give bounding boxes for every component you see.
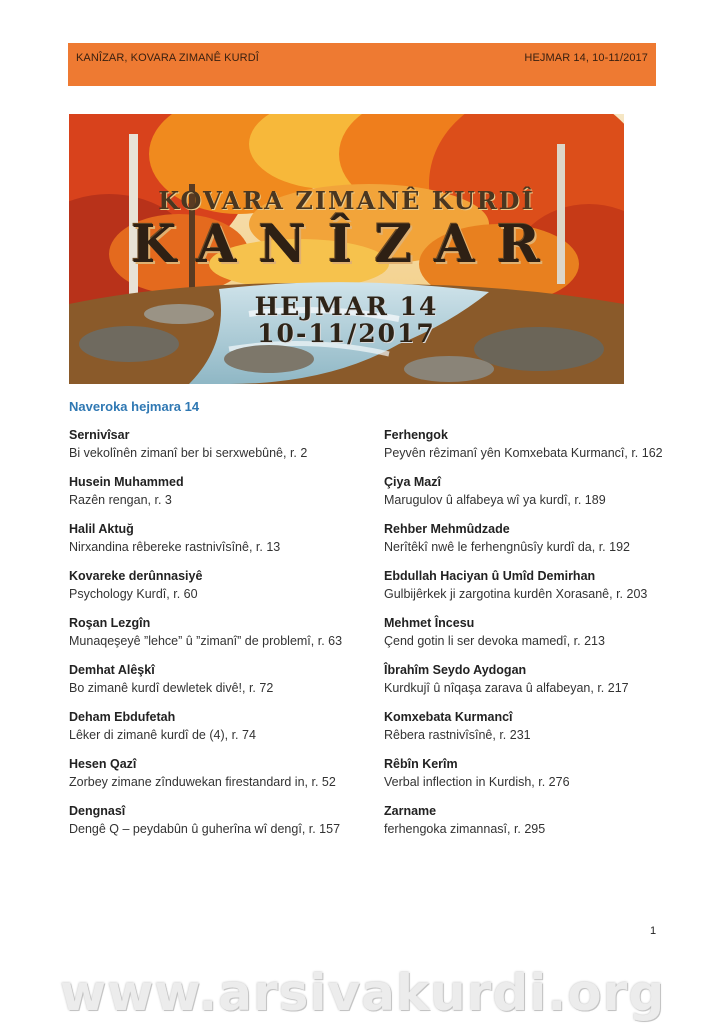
- toc-entry: [69, 661, 354, 698]
- toc-entry-author: Kovareke derûnnasiyê: [69, 569, 203, 583]
- toc-entry: [384, 473, 669, 510]
- toc-entry-title: Peyvên rêzimanî yên Komxebata Kurmancî, r. 162: [384, 446, 663, 460]
- toc-entry: [69, 614, 354, 651]
- toc-entry: [384, 661, 669, 698]
- toc-entry: [69, 708, 354, 745]
- cover-image: [69, 114, 624, 384]
- toc-entry: [69, 520, 354, 557]
- toc-entry-author: Hesen Qazî: [69, 757, 137, 771]
- toc-entry-title: Bo zimanê kurdî dewletek divê!, r. 72: [69, 681, 274, 695]
- toc-entry-title: Verbal inflection in Kurdish, r. 276: [384, 775, 570, 789]
- toc-entry-author: Ferhengok: [384, 428, 448, 442]
- toc-entry-title: Kurdkujî û nîqaşa zarava û alfabeyan, r. 217: [384, 681, 629, 695]
- toc-entry-title: Nerîtêkî nwê le ferhengnûsîy kurdî da, r. 192: [384, 540, 630, 554]
- toc-entry: [69, 755, 354, 792]
- toc-entry-author: Ebdullah Haciyan û Umîd Demirhan: [384, 569, 596, 583]
- toc-entry-author: Îbrahîm Seydo Aydogan: [384, 663, 527, 677]
- toc-entry: [69, 567, 354, 604]
- page-header: [68, 43, 656, 86]
- toc-heading: Naveroka hejmara 14: [69, 399, 200, 414]
- toc-entry-title: Bi vekolînên zimanî ber bi serxwebûnê, r. 2: [69, 446, 308, 460]
- toc-entry-title: Zorbey zimane zînduwekan firestandard in, r. 52: [69, 775, 336, 789]
- toc-entry: [69, 802, 354, 839]
- toc-entry-author: Dengnasî: [69, 804, 126, 818]
- toc-entry-title: ferhengoka zimannasî, r. 295: [384, 822, 546, 836]
- toc-right-column: [384, 426, 669, 849]
- toc-entry-author: Rêbîn Kerîm: [384, 757, 458, 771]
- toc-entry-author: Roşan Lezgîn: [69, 616, 151, 630]
- toc-entry-title: Çend gotin li ser devoka mamedî, r. 213: [384, 634, 605, 648]
- cover-issue: HEJMAR 14: [254, 292, 439, 321]
- cover-date: 10-11/2017: [257, 319, 436, 348]
- header-left-text: KANÎZAR, KOVARA ZIMANÊ KURDÎ: [76, 52, 259, 64]
- toc-entry-title: Gulbijêrkek ji zargotina kurdên Xorasanê, r. 203: [384, 587, 648, 601]
- header-right-text: HEJMAR 14, 10-11/2017: [524, 52, 648, 64]
- toc-entry-author: Çiya Mazî: [384, 475, 441, 489]
- toc-entry-author: Demhat Alêşkî: [69, 663, 155, 677]
- toc-entry-author: Zarname: [384, 804, 437, 818]
- toc-entry: [69, 473, 354, 510]
- toc-entry: [384, 755, 669, 792]
- toc-entry-author: Halil Aktuğ: [69, 522, 134, 536]
- toc-entry-title: Munaqeşeyê ”lehce” û ”zimanî” de problemî, r. 63: [69, 634, 343, 648]
- page-number: 1: [650, 925, 657, 937]
- toc-entry-title: Dengê Q – peydabûn û guherîna wî dengî, r. 157: [69, 822, 341, 836]
- toc-entry: [384, 520, 669, 557]
- toc-left-column: [69, 426, 354, 849]
- toc-entry-author: Deham Ebdufetah: [69, 710, 176, 724]
- toc-entry-title: Psychology Kurdî, r. 60: [69, 587, 198, 601]
- toc-entry: [384, 802, 669, 839]
- cover-subtitle: KOVARA ZIMANÊ KURDÎ: [158, 186, 535, 215]
- toc-entry: [384, 614, 669, 651]
- toc-entry-author: Rehber Mehmûdzade: [384, 522, 510, 536]
- toc-entry: [384, 426, 669, 463]
- toc-entry-author: Komxebata Kurmancî: [384, 710, 513, 724]
- toc-entry-author: Mehmet Încesu: [384, 616, 475, 630]
- toc-entry-title: Nirxandina rêbereke rastnivîsînê, r. 13: [69, 540, 281, 554]
- toc-entry-title: Marugulov û alfabeya wî ya kurdî, r. 189: [384, 493, 606, 507]
- cover-title: KANÎZAR: [131, 214, 562, 275]
- toc-entry-title: Razên rengan, r. 3: [69, 493, 172, 507]
- toc-entry-title: Rêbera rastnivîsînê, r. 231: [384, 728, 531, 742]
- watermark: www.arsivakurdi.org: [59, 964, 666, 1022]
- toc-entry-title: Lêker di zimanê kurdî de (4), r. 74: [69, 728, 256, 742]
- toc-entry-author: Husein Muhammed: [69, 475, 184, 489]
- toc-entry: [384, 567, 669, 604]
- toc-entry-author: Sernivîsar: [69, 428, 130, 442]
- toc-entry: [384, 708, 669, 745]
- toc-entry: [69, 426, 354, 463]
